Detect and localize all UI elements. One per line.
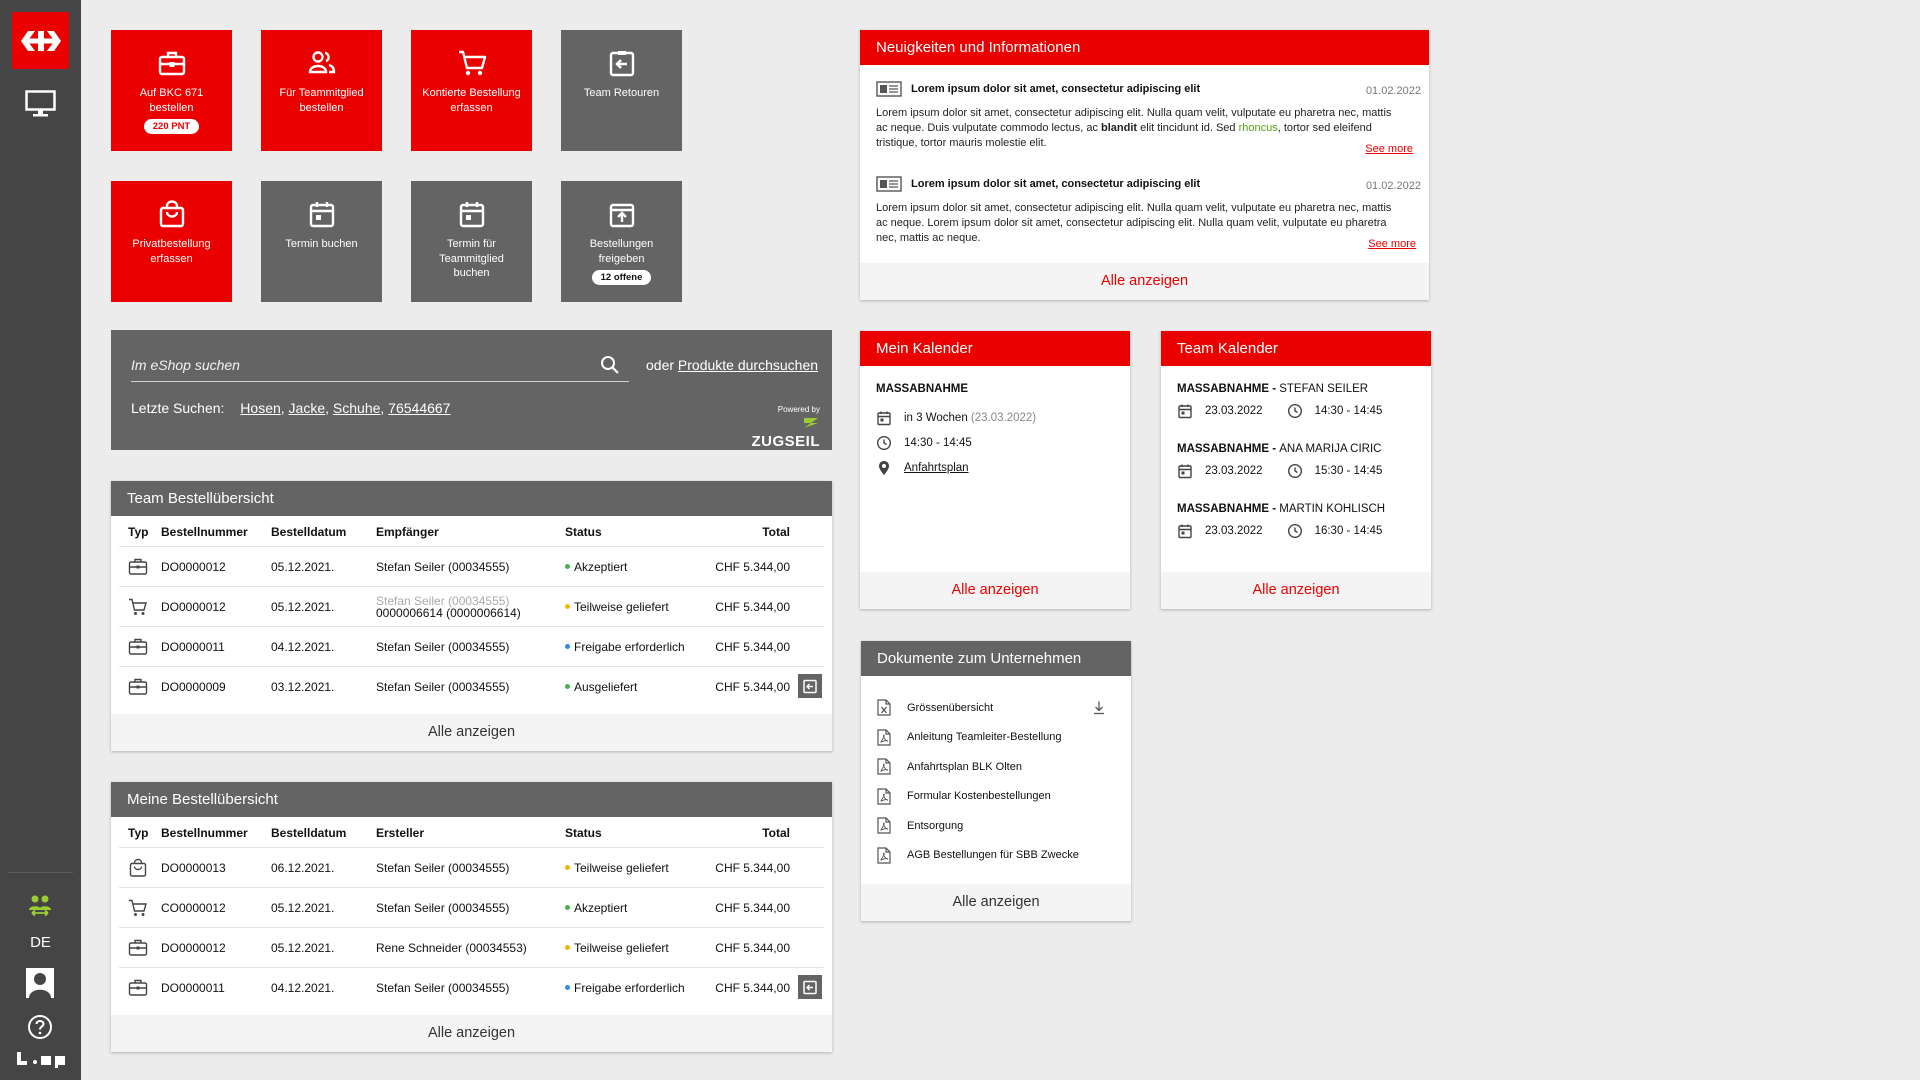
status-text: Akzeptiert — [574, 559, 628, 574]
pdf-file-icon — [877, 758, 891, 775]
clock-icon — [876, 435, 892, 451]
shopping-bag-icon — [157, 199, 187, 229]
user-silhouette-icon — [26, 968, 54, 998]
order-date: 05.12.2021. — [271, 599, 335, 614]
news-text: Lorem ipsum dolor sit amet, consectetur adipiscing elit. Nulla quam velit, vulputate eu pharetra nec, mattis ac neque. Duis vulputate commodo lectus, ac — [876, 107, 1392, 134]
order-date: 03.12.2021. — [271, 679, 335, 694]
search-field — [131, 352, 629, 382]
order-number: DO0000013 — [161, 860, 226, 875]
recipient-name: Stefan Seiler (00034555) — [376, 559, 510, 574]
monitor-icon[interactable] — [25, 90, 56, 118]
search-icon[interactable] — [599, 354, 621, 376]
order-type — [128, 587, 153, 626]
news-date: 01.02.2022 — [1365, 180, 1421, 192]
pdf-file-icon — [877, 788, 891, 805]
creator-name: Stefan Seiler (00034555) — [376, 860, 510, 875]
status-text: Teilweise geliefert — [574, 940, 669, 955]
directions-link[interactable]: Anfahrtsplan — [904, 461, 969, 474]
briefcase-icon — [128, 637, 148, 657]
order-creator — [376, 928, 527, 967]
my-calendar-panel — [860, 331, 1130, 609]
creator-name: Rene Schneider (00034553) — [376, 940, 527, 955]
col-header: Bestellnummer — [161, 826, 248, 840]
entry-time: 14:30 - 14:45 — [1314, 405, 1383, 417]
entry-date: 23.03.2022 — [1205, 405, 1263, 417]
event-type: MASSABNAHME - — [1177, 443, 1280, 455]
panel-title: Mein Kalender — [860, 331, 1130, 366]
tile-label: Privatbestellung erfassen — [132, 238, 211, 265]
briefcase-icon — [157, 48, 187, 78]
news-body: Lorem ipsum dolor sit amet, consectetur adipiscing elit. Nulla quam velit, vulputate eu pharetra nec, mattis ac neque. Lorem ipsum dolor sit amet, consectetur adipiscing elit. Nulla quam velit, vulputate eu pharetra nec, mattis ac neque. — [876, 202, 1392, 244]
order-number: DO0000009 — [161, 679, 226, 694]
news-date: 01.02.2022 — [1365, 85, 1421, 97]
event-person: STEFAN SEILER — [1279, 383, 1369, 395]
panel-title: Neuigkeiten und Informationen — [860, 30, 1429, 65]
return-order-button[interactable] — [798, 674, 822, 698]
event-time: 14:30 - 14:45 — [904, 436, 972, 449]
col-header: Total — [762, 826, 790, 840]
table-row[interactable] — [119, 887, 824, 927]
sidebar — [0, 0, 81, 1080]
return-icon — [607, 48, 637, 78]
team-orders-table — [119, 518, 824, 706]
order-recipient — [376, 667, 509, 706]
col-header: Typ — [128, 525, 149, 539]
cart-icon — [128, 898, 148, 918]
order-status — [565, 888, 627, 927]
order-type — [128, 627, 153, 666]
document-list — [877, 693, 1122, 870]
recent-search-link[interactable]: Hosen — [240, 400, 281, 416]
news-headline: Lorem ipsum dolor sit amet, consectetur adipiscing elit — [911, 83, 1201, 95]
entry-title — [1177, 503, 1385, 515]
order-status — [565, 928, 669, 967]
status-dot — [565, 865, 570, 870]
order-type — [128, 667, 153, 706]
avatar[interactable] — [26, 968, 54, 998]
cart-icon — [128, 597, 148, 617]
tile-label: Team Retouren — [583, 87, 660, 99]
browse-products-link[interactable]: Produkte durchsuchen — [677, 357, 819, 373]
order-total: CHF 5.344,00 — [715, 599, 790, 614]
order-date: 04.12.2021. — [271, 639, 335, 654]
order-creator — [376, 848, 509, 887]
zugseil-mark-icon — [802, 416, 820, 430]
show-all-button[interactable]: Alle anzeigen — [861, 884, 1131, 921]
powered-by — [730, 405, 820, 450]
calendar-icon — [1177, 403, 1193, 419]
order-recipient — [376, 587, 521, 626]
points-badge: 220 PNT — [144, 119, 200, 134]
status-dot — [565, 985, 570, 990]
order-type — [128, 928, 153, 967]
tile-private-order[interactable] — [111, 181, 232, 302]
status-dot — [565, 604, 570, 609]
recent-search-link[interactable]: 76544667 — [388, 400, 451, 416]
recent-search-link[interactable]: Jacke — [288, 400, 326, 416]
col-header: Bestellnummer — [161, 525, 248, 539]
col-header: Status — [565, 826, 602, 840]
status-dot — [565, 644, 570, 649]
browse-products — [646, 357, 818, 373]
document-name: Grössenübersicht — [907, 701, 994, 714]
status-text: Ausgeliefert — [574, 679, 638, 694]
status-dot — [565, 905, 570, 910]
order-status — [565, 547, 627, 586]
event-title: MASSABNAHME — [876, 383, 968, 395]
event-type: MASSABNAHME - — [1177, 503, 1280, 515]
clock-icon — [1287, 463, 1303, 479]
tile-book-appointment-team[interactable] — [411, 181, 532, 302]
clock-icon — [1287, 523, 1303, 539]
sidebar-divider — [8, 872, 73, 873]
document-item[interactable] — [877, 782, 1122, 812]
col-header: Bestelldatum — [271, 826, 347, 840]
event-type: MASSABNAHME - — [1177, 383, 1280, 395]
team-icon — [307, 48, 337, 78]
order-total: CHF 5.344,00 — [715, 559, 790, 574]
panel-title: Team Kalender — [1161, 331, 1431, 366]
entry-date: 23.03.2022 — [1205, 525, 1263, 537]
event-person: MARTIN KOHLISCH — [1279, 503, 1386, 515]
event-person: ANA MARIJA CIRIC — [1279, 443, 1382, 455]
order-creator — [376, 888, 509, 927]
briefcase-icon — [128, 557, 148, 577]
tile-label: Für Teammitglied bestellen — [279, 87, 364, 114]
order-status — [565, 587, 669, 626]
panel-title: Dokumente zum Unternehmen — [861, 641, 1131, 676]
order-status — [565, 627, 685, 666]
cart-icon — [457, 48, 487, 78]
show-all-button[interactable]: Alle anzeigen — [860, 572, 1130, 609]
download-icon[interactable] — [1092, 699, 1106, 716]
document-item[interactable] — [877, 811, 1122, 841]
document-item[interactable] — [877, 841, 1122, 871]
entry-time: 15:30 - 14:45 — [1314, 465, 1383, 477]
order-status — [565, 848, 669, 887]
order-total: CHF 5.344,00 — [715, 679, 790, 694]
order-date: 06.12.2021. — [271, 860, 335, 875]
return-order-button[interactable] — [798, 975, 822, 999]
news-text: elit tincidunt id. Sed — [1137, 122, 1239, 134]
entry-time-block — [1287, 523, 1383, 539]
document-name: Entsorgung — [907, 819, 964, 832]
briefcase-icon — [128, 978, 148, 998]
tile-label: Termin buchen — [285, 238, 358, 250]
calendar-icon — [457, 199, 487, 229]
tile-team-returns[interactable] — [561, 30, 682, 151]
calendar-icon — [1177, 523, 1193, 539]
entry-title — [1177, 383, 1382, 395]
order-type — [128, 888, 153, 927]
order-number: DO0000011 — [161, 980, 225, 995]
entry-details — [1177, 459, 1382, 483]
order-creator — [376, 968, 509, 1007]
briefcase-icon — [128, 938, 148, 958]
order-total: CHF 5.344,00 — [715, 900, 790, 915]
news-text: , tortor sed eleifend tristique, tortor mauris molestie elit. — [876, 122, 1372, 149]
team-icon[interactable] — [26, 893, 54, 921]
search-input[interactable] — [131, 352, 591, 378]
order-number: DO0000012 — [161, 559, 226, 574]
approve-icon — [607, 199, 637, 229]
order-number: DO0000012 — [161, 940, 226, 955]
pdf-file-icon — [877, 847, 891, 864]
tile-label: Termin für Teammitglied buchen — [439, 238, 504, 279]
status-text: Freigabe erforderlich — [574, 980, 685, 995]
order-status — [565, 968, 685, 1007]
pdf-file-icon — [877, 729, 891, 746]
table-row[interactable] — [119, 626, 824, 666]
recipient-name: Stefan Seiler (00034555) — [376, 639, 510, 654]
document-item[interactable] — [877, 723, 1122, 753]
shopping-bag-icon — [128, 858, 148, 878]
recipient-name-original: Stefan Seiler (00034555) — [376, 593, 510, 608]
sbb-arrows-icon — [18, 28, 64, 54]
panel-title: Team Bestellübersicht — [111, 481, 832, 516]
return-icon — [802, 678, 818, 694]
order-recipient — [376, 547, 509, 586]
brand-mark-icon — [17, 1050, 65, 1068]
tile-accounted-order[interactable] — [411, 30, 532, 151]
order-date: 04.12.2021. — [271, 980, 335, 995]
order-recipient — [376, 627, 509, 666]
tile-order-bkc[interactable] — [111, 30, 232, 151]
return-icon — [802, 979, 818, 995]
col-header: Ersteller — [376, 826, 425, 840]
sbb-logo[interactable] — [12, 12, 69, 69]
creator-name: Stefan Seiler (00034555) — [376, 980, 510, 995]
document-name: AGB Bestellungen für SBB Zwecke — [907, 849, 1079, 862]
order-type — [128, 848, 153, 887]
tile-book-appointment[interactable] — [261, 181, 382, 302]
show-all-button[interactable]: Alle anzeigen — [111, 714, 832, 751]
order-date: 05.12.2021. — [271, 940, 335, 955]
entry-time-block — [1287, 403, 1383, 419]
documents-panel — [861, 641, 1131, 921]
pdf-file-icon — [877, 817, 891, 834]
clock-icon — [1287, 403, 1303, 419]
status-dot — [565, 945, 570, 950]
tile-order-team-member[interactable] — [261, 30, 382, 151]
order-number: CO0000012 — [161, 900, 226, 915]
show-all-button[interactable]: Alle anzeigen — [111, 1015, 832, 1052]
col-header: Status — [565, 525, 602, 539]
calendar-icon — [307, 199, 337, 229]
order-total: CHF 5.344,00 — [715, 940, 790, 955]
news-headline: Lorem ipsum dolor sit amet, consectetur adipiscing elit — [911, 178, 1201, 190]
team-orders-panel — [111, 481, 832, 751]
col-header: Bestelldatum — [271, 525, 347, 539]
order-total: CHF 5.344,00 — [715, 980, 790, 995]
table-row[interactable] — [119, 666, 824, 706]
order-type — [128, 968, 153, 1007]
team-calendar-panel — [1161, 331, 1431, 609]
news-text-link[interactable]: rhoncus — [1238, 122, 1278, 134]
tile-label: Kontierte Bestellung erfassen — [422, 87, 521, 114]
order-total: CHF 5.344,00 — [715, 860, 790, 875]
news-panel — [860, 30, 1429, 300]
col-header: Typ — [128, 826, 149, 840]
language-switch[interactable]: DE — [30, 934, 51, 951]
briefcase-icon — [128, 677, 148, 697]
document-item[interactable] — [877, 693, 1122, 723]
news-text-bold: blandit — [1101, 122, 1138, 134]
entry-details — [1177, 519, 1385, 543]
document-name: Formular Kostenbestellungen — [907, 790, 1051, 803]
zugseil-brand: ZUGSEIL — [751, 433, 820, 450]
event-time-row — [876, 430, 1036, 455]
recent-search-link[interactable]: Schuhe — [332, 400, 381, 416]
col-header: Empfänger — [376, 525, 439, 539]
order-number: DO0000012 — [161, 599, 226, 614]
entry-date: 23.03.2022 — [1205, 465, 1263, 477]
table-header — [119, 518, 824, 546]
recent-searches: Letzte Suchen: Hosen, Jacke, Schuhe, 76544667 — [131, 400, 451, 416]
excel-file-icon — [877, 699, 891, 716]
team-calendar-entry[interactable] — [1177, 383, 1382, 423]
entry-time-block — [1287, 463, 1383, 479]
show-all-button[interactable]: Alle anzeigen — [860, 263, 1429, 300]
my-orders-table — [119, 819, 824, 1007]
event-location-row — [876, 455, 1036, 480]
table-row[interactable] — [119, 927, 824, 967]
recipient-name: Stefan Seiler (00034555) — [376, 679, 510, 694]
status-text: Akzeptiert — [574, 900, 628, 915]
table-row[interactable] — [119, 847, 824, 887]
event-relative-date: in 3 Wochen — [904, 411, 968, 424]
show-all-button[interactable]: Alle anzeigen — [1161, 572, 1431, 609]
event-date-row — [876, 405, 1036, 430]
calendar-event — [876, 383, 1036, 480]
order-type — [128, 547, 153, 586]
help-icon[interactable] — [27, 1014, 53, 1040]
zugseil-logo — [730, 416, 820, 450]
tile-approve-orders[interactable] — [561, 181, 682, 302]
or-text: oder — [646, 357, 678, 373]
calendar-icon — [1177, 463, 1193, 479]
status-text: Freigabe erforderlich — [574, 639, 685, 654]
order-date: 05.12.2021. — [271, 559, 335, 574]
table-row[interactable] — [119, 586, 824, 626]
order-status — [565, 667, 637, 706]
powered-by-text: Powered by — [777, 405, 820, 414]
news-body — [876, 106, 1406, 151]
tile-label: Bestellungen freigeben — [589, 238, 654, 265]
calendar-icon — [876, 410, 892, 426]
status-text: Teilweise geliefert — [574, 860, 669, 875]
newspaper-icon — [876, 80, 902, 98]
col-header: Total — [762, 525, 790, 539]
panel-title: Meine Bestellübersicht — [111, 782, 832, 817]
status-dot — [565, 684, 570, 689]
see-more-link[interactable]: See more — [1365, 143, 1413, 155]
status-text: Teilweise geliefert — [574, 599, 669, 614]
location-pin-icon — [876, 460, 892, 476]
see-more-link[interactable]: See more — [1368, 238, 1416, 250]
document-name: Anfahrtsplan BLK Olten — [907, 760, 1022, 773]
document-name: Anleitung Teamleiter-Bestellung — [907, 731, 1062, 744]
open-count-badge: 12 offene — [592, 270, 652, 285]
table-row[interactable] — [119, 967, 824, 1007]
recipient-name: 0000006614 (0000006614) — [376, 605, 521, 620]
entry-title — [1177, 443, 1382, 455]
table-header — [119, 819, 824, 847]
entry-details — [1177, 399, 1382, 423]
order-number: DO0000011 — [161, 639, 225, 654]
creator-name: Stefan Seiler (00034555) — [376, 900, 510, 915]
newspaper-icon — [876, 175, 902, 193]
recent-searches-label: Letzte Suchen: — [131, 400, 225, 416]
event-date: (23.03.2022) — [970, 411, 1037, 424]
order-date: 05.12.2021. — [271, 900, 335, 915]
eshop-search-panel — [111, 330, 832, 450]
team-calendar-entry[interactable] — [1177, 503, 1385, 543]
my-orders-panel — [111, 782, 832, 1052]
table-row[interactable] — [119, 546, 824, 586]
order-total: CHF 5.344,00 — [715, 639, 790, 654]
status-dot — [565, 564, 570, 569]
entry-time: 16:30 - 14:45 — [1314, 525, 1383, 537]
tile-label: Auf BKC 671 bestellen — [139, 87, 204, 114]
team-calendar-entry[interactable] — [1177, 443, 1382, 483]
document-item[interactable] — [877, 752, 1122, 782]
